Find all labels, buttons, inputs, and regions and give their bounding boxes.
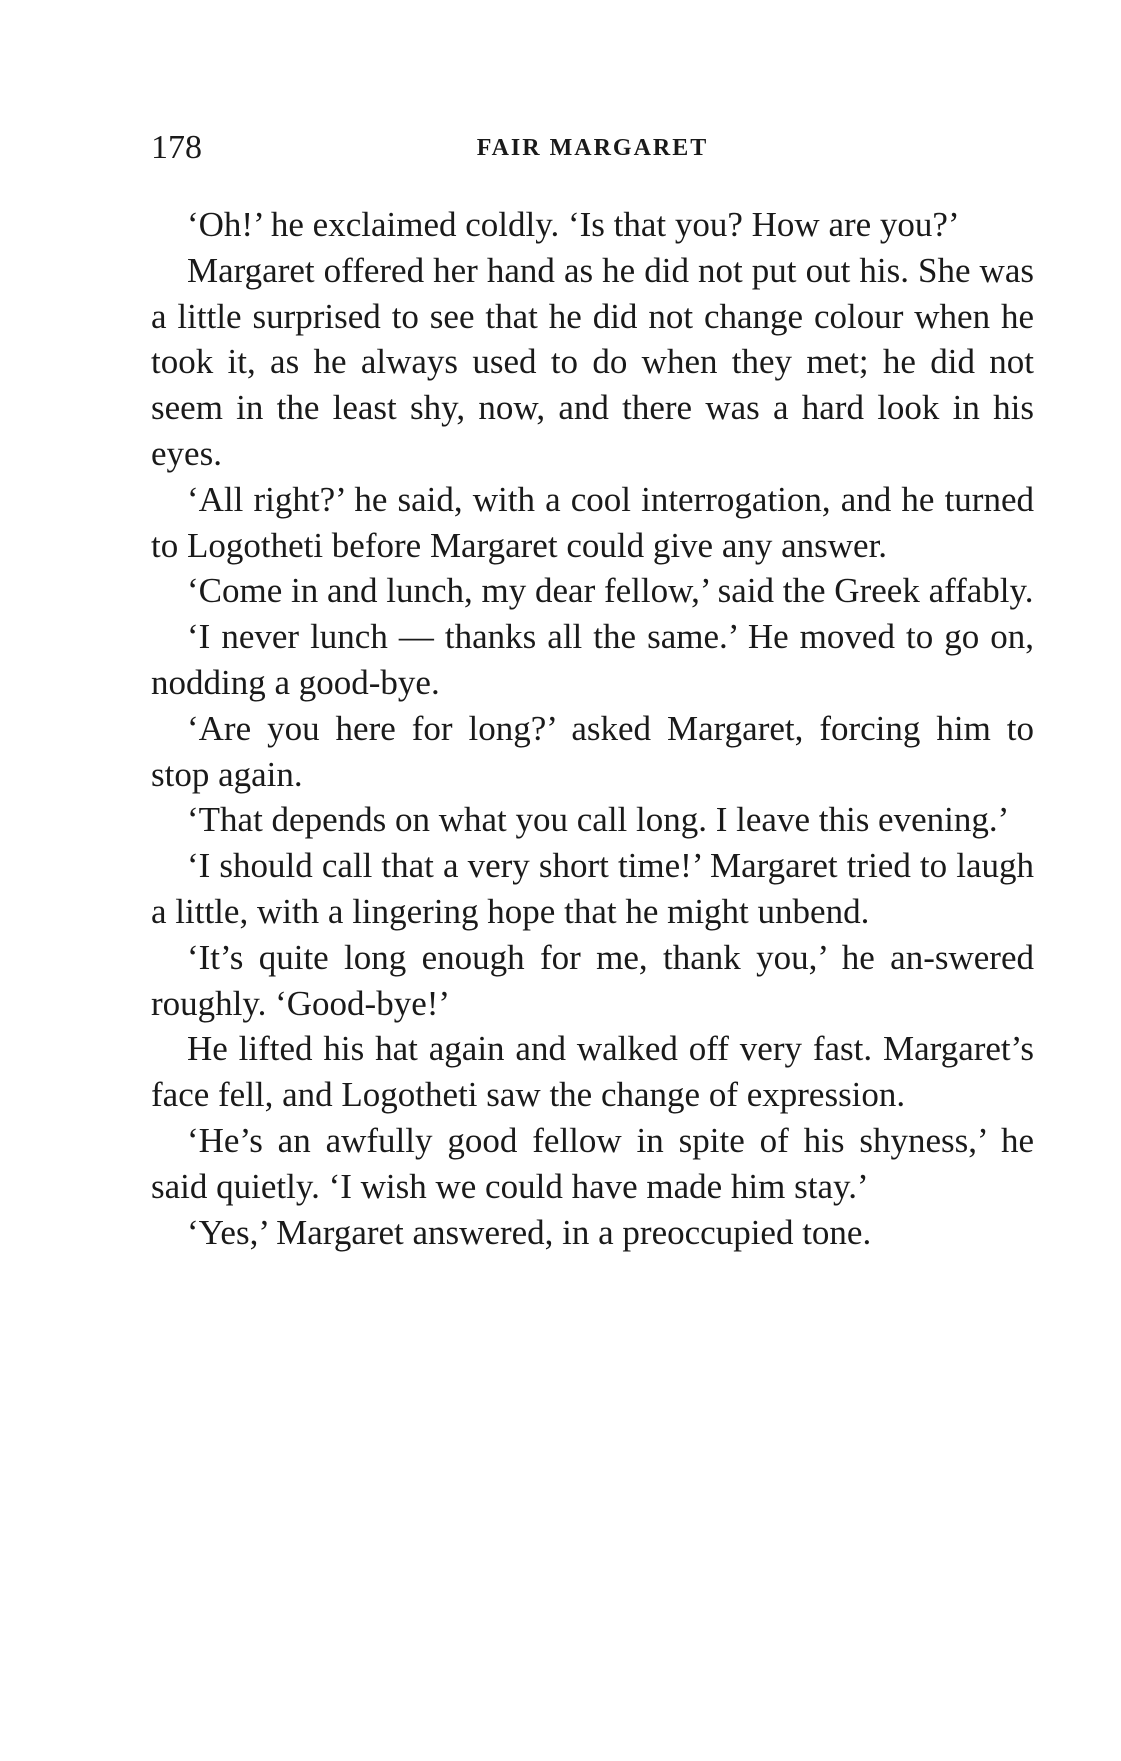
running-title: FAIR MARGARET: [476, 135, 709, 161]
running-head: [151, 128, 1034, 168]
paragraph: ‘Yes,’ Margaret answered, in a preoccupied tone.: [187, 1212, 872, 1252]
paragraph: He lifted his hat again and walked off very fast. Margaret’s face fell, and Logotheti saw the change of expression.: [151, 1029, 1034, 1115]
paragraph: ‘It’s quite long enough for me, thank you,’ he an-swered roughly. ‘Good-bye!’: [151, 937, 1034, 1023]
body-text: [151, 202, 1034, 1255]
page-number: 178: [151, 129, 202, 166]
paragraph: Margaret offered her hand as he did not put out his. She was a little surprised to see that he did not change colour when he took it, as he always used to do when they met; he did not seem in the least shy, now, and there was a hard look in his eyes.: [151, 250, 1034, 473]
paragraph: ‘That depends on what you call long. I leave this evening.’: [187, 800, 1010, 840]
paragraph: ‘He’s an awfully good fellow in spite of his shyness,’ he said quietly. ‘I wish we could have made him stay.’: [151, 1120, 1034, 1206]
paragraph: ‘All right?’ he said, with a cool interrogation, and he turned to Logotheti before Margaret could give any answer.: [151, 479, 1034, 565]
paragraph: ‘Come in and lunch, my dear fellow,’ said the Greek affably.: [187, 571, 1034, 611]
paragraph: ‘I never lunch — thanks all the same.’ He moved to go on, nodding a good-bye.: [151, 617, 1034, 702]
paragraph: ‘Are you here for long?’ asked Margaret, forcing him to stop again.: [151, 708, 1034, 794]
paragraph: ‘Oh!’ he exclaimed coldly. ‘Is that you? How are you?’: [187, 205, 960, 244]
paragraph: ‘I should call that a very short time!’ Margaret tried to laugh a little, with a lingering hope that he might unbend.: [151, 846, 1034, 931]
